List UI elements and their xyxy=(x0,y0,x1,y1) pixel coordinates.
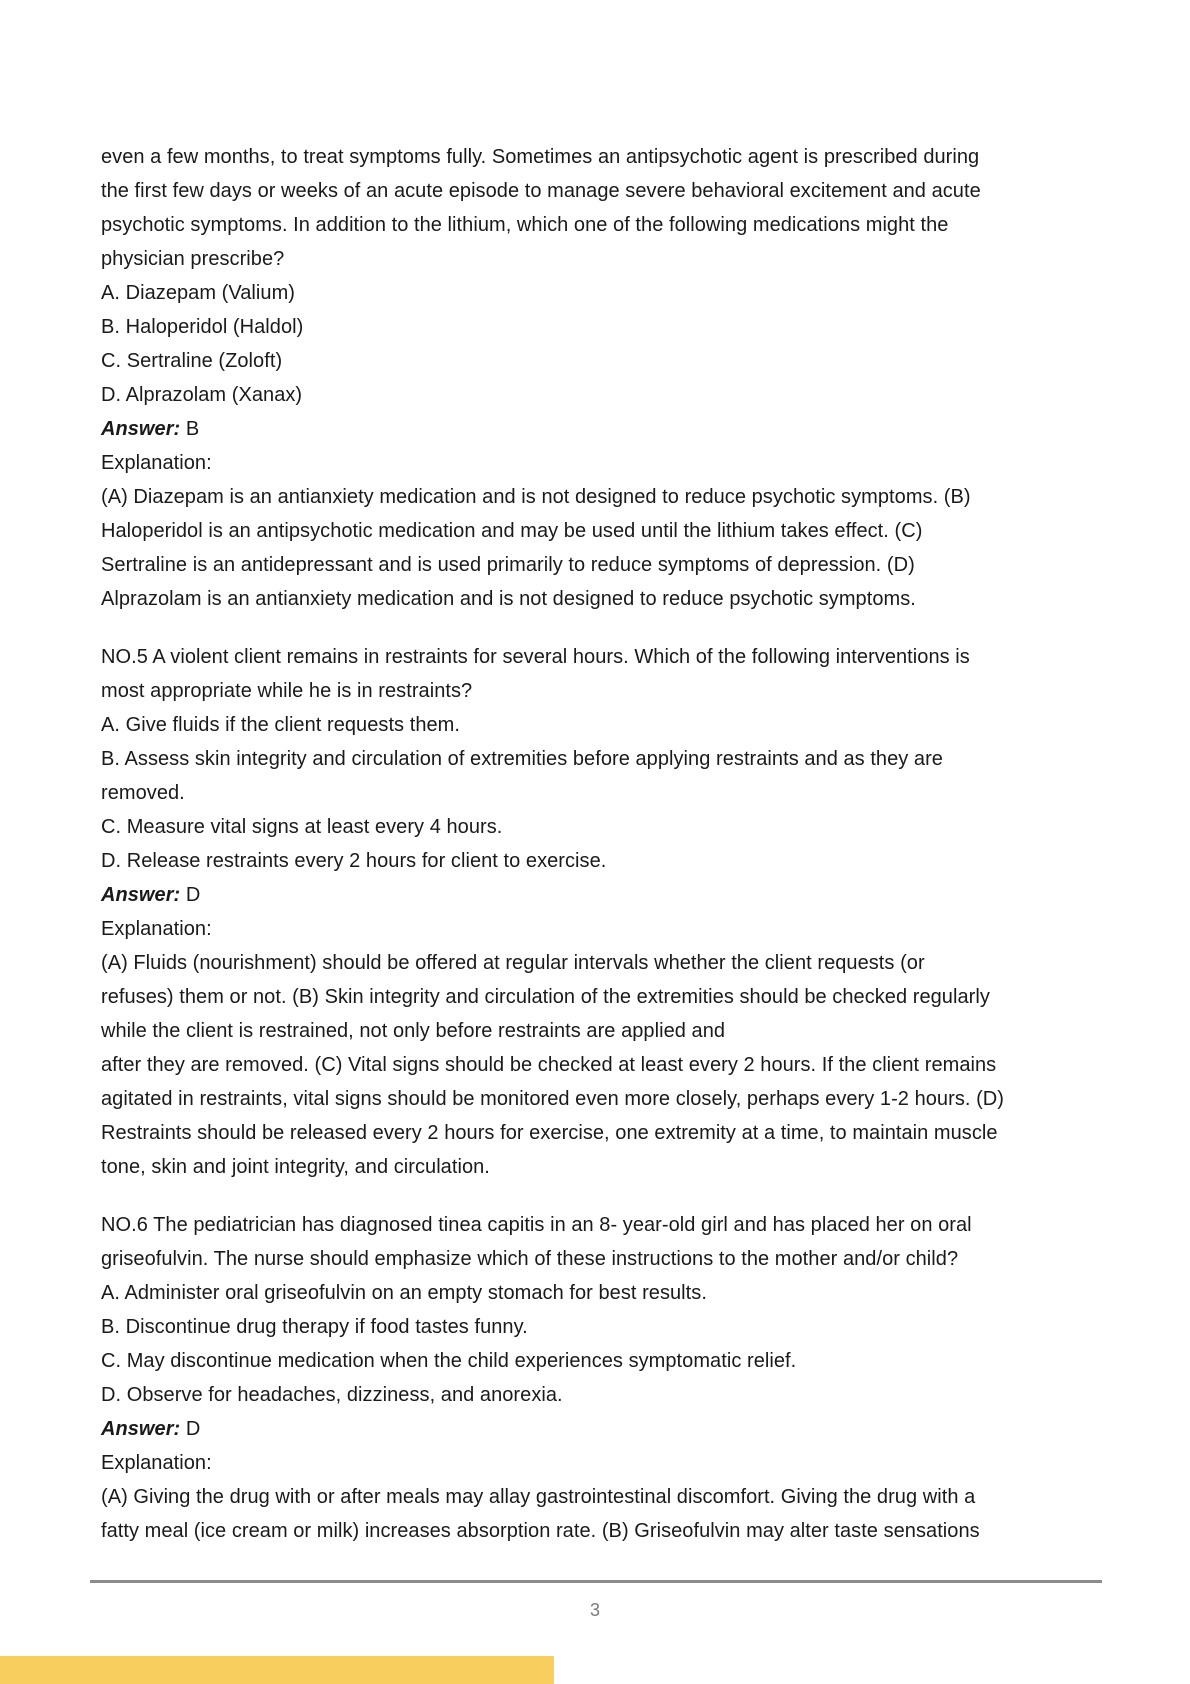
option-a: A. Diazepam (Valium) xyxy=(101,282,296,304)
explanation-line: (A) Giving the drug with or after meals may allay gastrointestinal discomfort. Giving the drug with a xyxy=(101,1486,976,1508)
document-body xyxy=(101,140,1101,1548)
question-text-line: psychotic symptoms. In addition to the lithium, which one of the following medications might the xyxy=(101,214,949,236)
answer-line xyxy=(101,878,1101,912)
option-b: B. Haloperidol (Haldol) xyxy=(101,316,304,338)
explanation-line: Sertraline is an antidepressant and is used primarily to reduce symptoms of depression. (D) xyxy=(101,554,915,576)
explanation-line: tone, skin and joint integrity, and circulation. xyxy=(101,1156,490,1178)
question-text-line: physician prescribe? xyxy=(101,248,285,270)
answer-value: D xyxy=(185,1418,201,1440)
explanation-line: refuses) them or not. (B) Skin integrity and circulation of the extremities should be checked regularly xyxy=(101,986,990,1008)
option-b: B. Discontinue drug therapy if food tastes funny. xyxy=(101,1316,528,1338)
option-a: A. Give fluids if the client requests them. xyxy=(101,714,460,736)
answer-label: Answer: xyxy=(101,418,181,440)
answer-value: D xyxy=(185,884,201,906)
answer-value: B xyxy=(185,418,200,440)
explanation-label: Explanation: xyxy=(101,918,212,940)
explanation-line: fatty meal (ice cream or milk) increases absorption rate. (B) Griseofulvin may alter taste sensations xyxy=(101,1520,980,1542)
section-gap xyxy=(101,1184,1101,1208)
question-text-line: griseofulvin. The nurse should emphasize which of these instructions to the mother and/or child? xyxy=(101,1248,959,1270)
explanation-line: (A) Diazepam is an antianxiety medication and is not designed to reduce psychotic symptoms. (B) xyxy=(101,486,971,508)
question-6 xyxy=(101,1208,1101,1548)
explanation-line: while the client is restrained, not only before restraints are applied and xyxy=(101,1020,726,1042)
explanation-line: agitated in restraints, vital signs should be monitored even more closely, perhaps every 1-2 hours. (D) xyxy=(101,1088,1004,1110)
question-continued xyxy=(101,140,1101,616)
option-b: B. Assess skin integrity and circulation of extremities before applying restraints and as they are xyxy=(101,748,943,770)
page-number: 3 xyxy=(589,1600,600,1620)
question-text-line: NO.6 The pediatrician has diagnosed tinea capitis in an 8- year-old girl and has placed her on oral xyxy=(101,1214,972,1236)
option-c: C. May discontinue medication when the child experiences symptomatic relief. xyxy=(101,1350,797,1372)
answer-line xyxy=(101,1412,1101,1446)
option-c: C. Sertraline (Zoloft) xyxy=(101,350,283,372)
explanation-line: (A) Fluids (nourishment) should be offered at regular intervals whether the client requests (or xyxy=(101,952,925,974)
explanation-line: after they are removed. (C) Vital signs should be checked at least every 2 hours. If the client remains xyxy=(101,1054,997,1076)
section-gap xyxy=(101,616,1101,640)
option-a: A. Administer oral griseofulvin on an empty stomach for best results. xyxy=(101,1282,707,1304)
option-d: D. Release restraints every 2 hours for client to exercise. xyxy=(101,850,607,872)
question-text-line: even a few months, to treat symptoms fully. Sometimes an antipsychotic agent is prescribed during xyxy=(101,146,980,168)
explanation-line: Restraints should be released every 2 hours for exercise, one extremity at a time, to maintain muscle xyxy=(101,1122,998,1144)
explanation-line: Alprazolam is an antianxiety medication and is not designed to reduce psychotic symptoms. xyxy=(101,588,916,610)
question-text-line: most appropriate while he is in restraints? xyxy=(101,680,473,702)
option-c: C. Measure vital signs at least every 4 hours. xyxy=(101,816,503,838)
answer-label: Answer: xyxy=(101,884,181,906)
question-text-line: NO.5 A violent client remains in restraints for several hours. Which of the following interventions is xyxy=(101,646,970,668)
option-b-continued: removed. xyxy=(101,782,185,804)
question-5 xyxy=(101,640,1101,1184)
explanation-label: Explanation: xyxy=(101,452,212,474)
explanation-line: Haloperidol is an antipsychotic medication and may be used until the lithium takes effect. (C) xyxy=(101,520,923,542)
option-d: D. Observe for headaches, dizziness, and anorexia. xyxy=(101,1384,563,1406)
option-d: D. Alprazolam (Xanax) xyxy=(101,384,303,406)
footer-accent-bar xyxy=(0,1656,554,1684)
explanation-label: Explanation: xyxy=(101,1452,212,1474)
question-text-line: the first few days or weeks of an acute episode to manage severe behavioral excitement and acute xyxy=(101,180,981,202)
answer-line xyxy=(101,412,1101,446)
footer-divider xyxy=(90,1580,1102,1583)
answer-label: Answer: xyxy=(101,1418,181,1440)
